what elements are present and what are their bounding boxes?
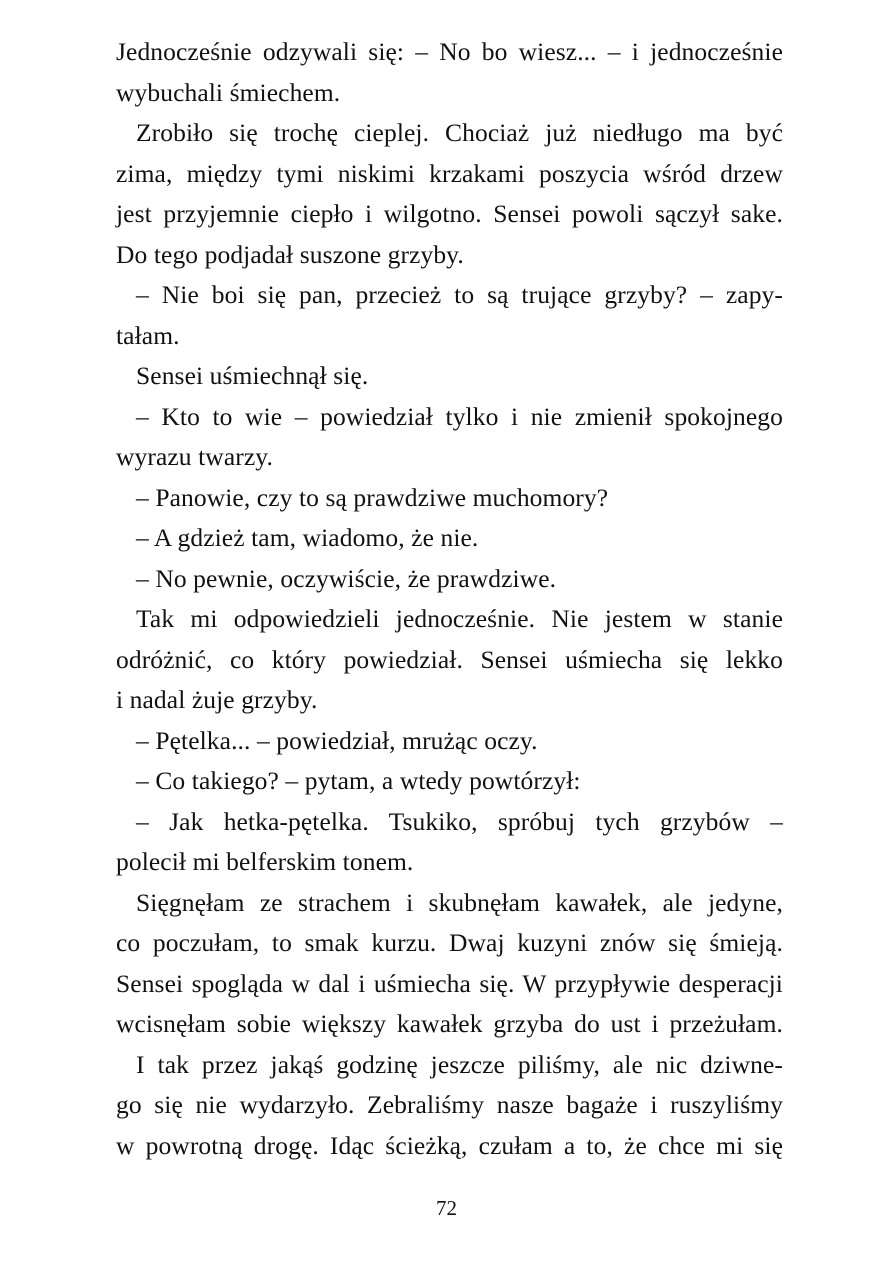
text-line: – Pętelka... – powiedział, mrużąc oczy. bbox=[136, 725, 538, 755]
text-line: jest przyjemnie ciepło i wilgotno. Sensei powoli sączył sake. bbox=[116, 199, 783, 228]
text-line: Sensei uśmiechnął się. bbox=[136, 361, 369, 390]
text-line: – Co takiego? – pytam, a wtedy powtórzył: bbox=[136, 766, 581, 795]
text-line: Sięgnęłam ze strachem i skubnęłam kawałek, ale jedyne, bbox=[136, 887, 783, 917]
text-line: w powrotną drogę. Idąc ścieżką, czułam a to, że chce mi się bbox=[116, 1130, 783, 1160]
text-line: odróżnić, co który powiedział. Sensei uśmiecha się lekko bbox=[116, 644, 783, 674]
text-line: Do tego podjadał suszone grzyby. bbox=[116, 239, 464, 269]
text-line: – Panowie, czy to są prawdziwe muchomory? bbox=[136, 482, 609, 512]
text-line: Sensei spogląda w dal i uśmiecha się. W przypływie desperacji bbox=[116, 968, 783, 998]
body-text bbox=[116, 32, 783, 1166]
text-line: polecił mi belferskim tonem. bbox=[116, 847, 414, 876]
text-line: i nadal żuje grzyby. bbox=[116, 685, 318, 714]
page-number: 72 bbox=[436, 1196, 457, 1220]
text-line: wyrazu twarzy. bbox=[116, 442, 273, 471]
text-line: – A gdzież tam, wiadomo, że nie. bbox=[136, 523, 479, 552]
text-line: – Jak hetka-pętelka. Tsukiko, spróbuj tych grzybów – bbox=[136, 806, 783, 836]
text-line: – No pewnie, oczywiście, że prawdziwe. bbox=[136, 563, 557, 593]
text-line: go się nie wydarzyło. Zebraliśmy nasze bagaże i ruszyliśmy bbox=[116, 1090, 783, 1119]
text-line: co poczułam, to smak kurzu. Dwaj kuzyni znów się śmieją. bbox=[116, 928, 783, 957]
text-line: Zrobiło się trochę cieplej. Chociaż już niedługo ma być bbox=[136, 118, 783, 147]
text-line: wcisnęłam sobie większy kawałek grzyba do ust i przeżułam. bbox=[116, 1009, 783, 1038]
text-line: Jednocześnie odzywali się: – No bo wiesz... – i jednocześnie bbox=[116, 37, 783, 66]
text-line: – Kto to wie – powiedział tylko i nie zmienił spokojnego bbox=[136, 401, 783, 431]
text-line: tałam. bbox=[116, 320, 180, 350]
text-line: wybuchali śmiechem. bbox=[116, 77, 341, 107]
text-line: I tak przez jakąś godzinę jeszcze piliśmy, ale nic dziwne- bbox=[136, 1049, 783, 1079]
text-line: – Nie boi się pan, przecież to są trujące grzyby? – zapy- bbox=[136, 280, 783, 309]
text-line: zima, między tymi niskimi krzakami poszycia wśród drzew bbox=[116, 158, 783, 188]
text-line: Tak mi odpowiedzieli jednocześnie. Nie jestem w stanie bbox=[136, 604, 783, 633]
